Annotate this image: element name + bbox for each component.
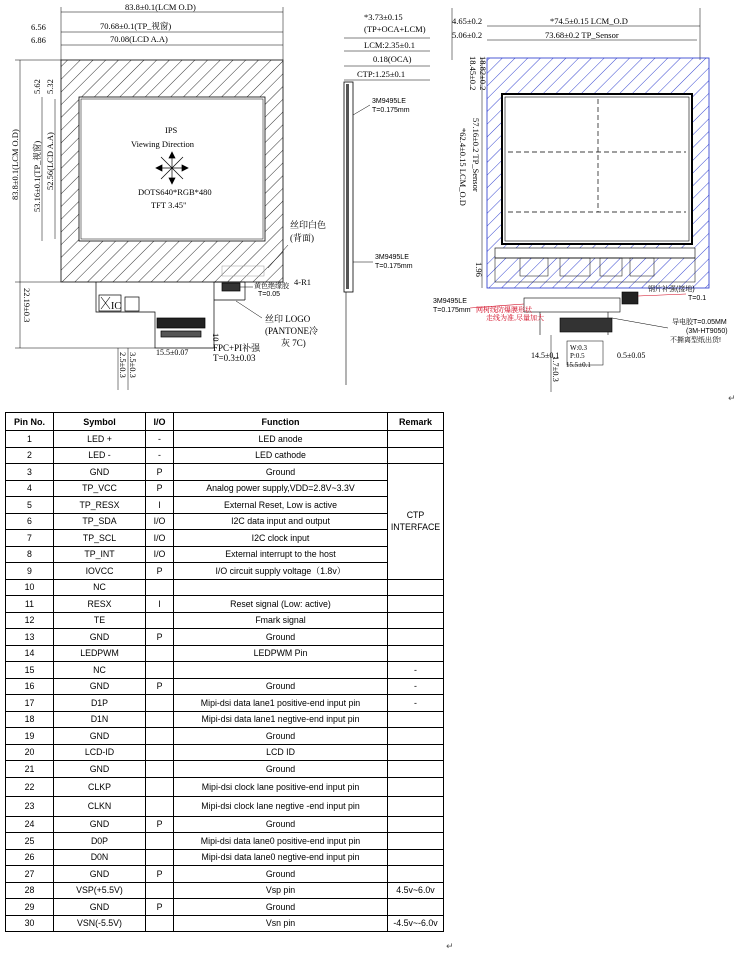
- dots-label: DOTS640*RGB*480: [138, 187, 212, 197]
- cell-pin: 26: [6, 849, 54, 866]
- t01-label: T=0.1: [688, 295, 707, 302]
- tp-fpc-tail: [524, 292, 638, 335]
- cell-remark: [388, 761, 444, 778]
- dim-25: 2.5±0.3: [118, 352, 128, 378]
- cell-symbol: NC: [54, 662, 146, 679]
- dim-506: 5.06±0.2: [452, 30, 483, 40]
- table-row: [6, 777, 444, 797]
- table-row: [6, 882, 444, 899]
- dim-656: 6.56: [31, 22, 46, 32]
- table-row: [6, 612, 444, 629]
- table-row: [6, 899, 444, 916]
- cell-remark: [388, 849, 444, 866]
- cell-pin: 4: [6, 480, 54, 497]
- table-row: [6, 563, 444, 580]
- table-row: [6, 513, 444, 530]
- cell-io: I: [146, 497, 174, 514]
- cell-remark: [388, 711, 444, 728]
- table-row: [6, 546, 444, 563]
- table-row: [6, 744, 444, 761]
- cell-pin: 3: [6, 464, 54, 481]
- pin-table-body: [6, 431, 444, 932]
- table-row: [6, 915, 444, 932]
- cell-function: I/O circuit supply voltage（1.8v）: [174, 563, 388, 580]
- cell-function: LED cathode: [174, 447, 388, 464]
- table-row: [6, 480, 444, 497]
- dim-35: 3.5±0.3: [128, 352, 138, 378]
- dim-tail-length: 22.19±0.3: [22, 288, 32, 323]
- cell-pin: 16: [6, 678, 54, 695]
- cell-symbol: GND: [54, 816, 146, 833]
- table-row: [6, 497, 444, 514]
- dim-532: 5.32: [45, 79, 55, 94]
- dim-10: 10: [211, 333, 221, 342]
- cell-symbol: LED +: [54, 431, 146, 448]
- cell-function: [174, 579, 388, 596]
- table-row: [6, 849, 444, 866]
- cell-remark: [388, 816, 444, 833]
- dim-lcd-aa-width: 70.08(LCD A.A): [110, 34, 168, 44]
- header-pin: Pin No.: [6, 413, 54, 431]
- table-row: [6, 797, 444, 817]
- gray7c-label: 灰 7C): [281, 338, 306, 348]
- cell-ctp-interface: CTP INTERFACE: [388, 464, 444, 580]
- cell-pin: 23: [6, 797, 54, 817]
- cell-symbol: RESX: [54, 596, 146, 613]
- table-row: [6, 711, 444, 728]
- table-row: [6, 431, 444, 448]
- cell-pin: 24: [6, 816, 54, 833]
- cell-function: Mipi-dsi data lane1 positive-end input pin: [174, 695, 388, 712]
- cell-pin: 14: [6, 645, 54, 662]
- cell-io: P: [146, 480, 174, 497]
- cell-function: LCD ID: [174, 744, 388, 761]
- cell-function: External Reset, Low is active: [174, 497, 388, 514]
- cell-function: Mipi-dsi clock lane positive-end input pin: [174, 777, 388, 797]
- lcm-od-height: *62.4±0.15 LCM_O.D: [458, 128, 468, 206]
- cell-remark: -: [388, 695, 444, 712]
- cell-symbol: GND: [54, 629, 146, 646]
- cell-io: I: [146, 596, 174, 613]
- table-row: [6, 447, 444, 464]
- header-symbol: Symbol: [54, 413, 146, 431]
- dim-17: 1.7±0.3: [551, 356, 561, 382]
- side-tape2-t: T=0.175mm: [375, 263, 413, 270]
- cell-function: Ground: [174, 866, 388, 883]
- cell-symbol: LEDPWM: [54, 645, 146, 662]
- dim-lcm-height: 83.8±0.1(LCM O.D): [10, 129, 20, 200]
- header-function: Function: [174, 413, 388, 431]
- table-row: [6, 728, 444, 745]
- viewing-direction: Viewing Direction: [131, 139, 194, 149]
- cell-pin: 18: [6, 711, 54, 728]
- cell-function: Analog power supply,VDD=2.8V~3.3V: [174, 480, 388, 497]
- cell-pin: 22: [6, 777, 54, 797]
- table-row: [6, 579, 444, 596]
- cell-io: [146, 744, 174, 761]
- cell-symbol: VSN(-5.5V): [54, 915, 146, 932]
- cell-remark: [388, 579, 444, 596]
- cell-symbol: D0N: [54, 849, 146, 866]
- tp-sensor-width: 73.68±0.2 TP_Sensor: [545, 30, 619, 40]
- cell-io: [146, 882, 174, 899]
- tp-oca-lcm: (TP+OCA+LCM): [364, 24, 426, 34]
- dim-686: 6.86: [31, 35, 46, 45]
- cell-function: [174, 662, 388, 679]
- silk-logo-label: 丝印 LOGO: [265, 314, 311, 324]
- total-thickness: *3.73±0.15: [364, 12, 403, 22]
- cell-function: Ground: [174, 464, 388, 481]
- table-row: [6, 596, 444, 613]
- tft-label: TFT 3.45": [151, 200, 187, 210]
- cell-remark: [388, 728, 444, 745]
- cell-remark: [388, 447, 444, 464]
- paragraph-mark-icon: ↵: [728, 394, 736, 404]
- paragraph-mark-icon: ↵: [446, 942, 454, 952]
- tp-tape3-t: T=0.175mm: [433, 307, 471, 314]
- cell-symbol: TP_SCL: [54, 530, 146, 547]
- front-view: [10, 2, 326, 390]
- cell-pin: 20: [6, 744, 54, 761]
- dim-p05: P:0.5: [570, 352, 585, 360]
- cell-pin: 19: [6, 728, 54, 745]
- cell-pin: 17: [6, 695, 54, 712]
- cell-io: I/O: [146, 513, 174, 530]
- fpc-stiff-label: FPC+PI补强: [213, 343, 261, 353]
- cell-function: Vsp pin: [174, 882, 388, 899]
- cell-io: [146, 645, 174, 662]
- cell-function: Ground: [174, 678, 388, 695]
- dim-155: 15.5±0.07: [156, 348, 189, 357]
- cell-function: External interrupt to the host: [174, 546, 388, 563]
- cell-pin: 7: [6, 530, 54, 547]
- cell-function: Vsn pin: [174, 915, 388, 932]
- fpc-tail: [96, 282, 245, 348]
- cell-function: Ground: [174, 629, 388, 646]
- cell-pin: 6: [6, 513, 54, 530]
- cell-remark: -: [388, 678, 444, 695]
- cell-symbol: TP_RESX: [54, 497, 146, 514]
- cell-io: -: [146, 431, 174, 448]
- cell-symbol: GND: [54, 899, 146, 916]
- cell-symbol: GND: [54, 761, 146, 778]
- cell-pin: 2: [6, 447, 54, 464]
- cell-io: [146, 797, 174, 817]
- t005-label: T=0.05: [258, 291, 280, 298]
- cell-function: Ground: [174, 899, 388, 916]
- note-red2: 走线为准,尽量加大: [486, 315, 544, 322]
- cell-symbol: TP_SDA: [54, 513, 146, 530]
- cell-io: [146, 579, 174, 596]
- pantone-label: (PANTONE冷: [265, 326, 319, 336]
- table-row: [6, 662, 444, 679]
- cell-remark: [388, 777, 444, 797]
- no-release-label: 不撕离型纸出货!: [670, 337, 721, 344]
- cell-function: LEDPWM Pin: [174, 645, 388, 662]
- cell-pin: 21: [6, 761, 54, 778]
- r41-label: 4-R1: [294, 277, 311, 287]
- cell-io: [146, 761, 174, 778]
- cell-symbol: CLKP: [54, 777, 146, 797]
- cell-remark: [388, 833, 444, 850]
- cell-remark: [388, 744, 444, 761]
- dim-tp-view-height: 53.16±0.1(TP_视窗): [32, 140, 42, 212]
- table-row: [6, 645, 444, 662]
- cell-pin: 27: [6, 866, 54, 883]
- ips-label: IPS: [165, 125, 178, 135]
- dim-196: 1.96: [474, 262, 484, 277]
- dim-w03: W:0.3: [570, 344, 588, 352]
- cell-io: [146, 915, 174, 932]
- cell-function: I2C data input and output: [174, 513, 388, 530]
- cell-pin: 30: [6, 915, 54, 932]
- side-tape2: 3M9495LE: [375, 254, 409, 261]
- table-row: [6, 866, 444, 883]
- cell-pin: 15: [6, 662, 54, 679]
- table-row: [6, 464, 444, 481]
- cell-io: I/O: [146, 546, 174, 563]
- lcm-thickness: LCM:2.35±0.1: [364, 40, 415, 50]
- cell-pin: 25: [6, 833, 54, 850]
- cell-symbol: D1P: [54, 695, 146, 712]
- cell-function: Mipi-dsi data lane1 negtive-end input pin: [174, 711, 388, 728]
- cell-io: [146, 777, 174, 797]
- cell-function: Mipi-dsi data lane0 positive-end input pin: [174, 833, 388, 850]
- cell-io: P: [146, 678, 174, 695]
- cell-function: Mipi-dsi clock lane negtive -end input pin: [174, 797, 388, 817]
- tp-view: [433, 8, 728, 392]
- cell-remark: [388, 612, 444, 629]
- cell-pin: 28: [6, 882, 54, 899]
- dim-145: 14.5±0.1: [531, 351, 560, 360]
- lcm-od-width: *74.5±0.15 LCM_O.D: [550, 16, 628, 26]
- pin-table: [5, 412, 444, 932]
- header-io: I/O: [146, 413, 174, 431]
- ic-cross-icon: [101, 297, 110, 309]
- cond-tape-label: 导电胶T=0.05MM: [672, 319, 727, 326]
- cell-io: P: [146, 816, 174, 833]
- dim-1882: 18.82±0.2: [478, 56, 488, 91]
- cell-symbol: IOVCC: [54, 563, 146, 580]
- cell-symbol: VSP(+5.5V): [54, 882, 146, 899]
- mechanical-drawing: [0, 0, 736, 400]
- cell-io: P: [146, 629, 174, 646]
- table-row: [6, 695, 444, 712]
- cell-io: I/O: [146, 530, 174, 547]
- cell-remark: [388, 431, 444, 448]
- cell-io: [146, 612, 174, 629]
- t03-label: T=0.3±0.03: [213, 353, 256, 363]
- cell-remark: [388, 899, 444, 916]
- cell-io: [146, 833, 174, 850]
- cond-tape2-label: (3M-HT9050): [686, 328, 728, 335]
- cell-remark: [388, 866, 444, 883]
- cell-function: Reset signal (Low: active): [174, 596, 388, 613]
- steel-stiff-label: 钢片补强(接地): [648, 286, 695, 293]
- cell-pin: 10: [6, 579, 54, 596]
- cell-function: Fmark signal: [174, 612, 388, 629]
- cell-io: [146, 728, 174, 745]
- cell-io: [146, 849, 174, 866]
- cell-pin: 8: [6, 546, 54, 563]
- table-header-row: [6, 413, 444, 431]
- oca-thickness: 0.18(OCA): [373, 54, 412, 64]
- cell-symbol: LCD-ID: [54, 744, 146, 761]
- yellow-tape-label: 黄色绝缘胶: [254, 283, 289, 290]
- header-remark: Remark: [388, 413, 444, 431]
- cell-symbol: CLKN: [54, 797, 146, 817]
- table-row: [6, 761, 444, 778]
- side-tape1-t: T=0.175mm: [372, 107, 410, 114]
- cell-pin: 29: [6, 899, 54, 916]
- cell-io: [146, 662, 174, 679]
- ctp-thickness: CTP:1.25±0.1: [357, 69, 406, 79]
- cell-remark: [388, 645, 444, 662]
- cell-pin: 1: [6, 431, 54, 448]
- cell-symbol: GND: [54, 728, 146, 745]
- cell-function: LED anode: [174, 431, 388, 448]
- dim-155b: 15.5±0.1: [566, 361, 591, 369]
- table-row: [6, 629, 444, 646]
- cell-function: Ground: [174, 816, 388, 833]
- cell-remark: -: [388, 662, 444, 679]
- cell-remark: [388, 596, 444, 613]
- dim-lcm-width: 83.8±0.1(LCM O.D): [125, 2, 196, 12]
- cell-remark: -4.5v~-6.0v: [388, 915, 444, 932]
- cell-remark: [388, 797, 444, 817]
- dim-1845: 18.45±0.2: [468, 56, 478, 91]
- cell-symbol: TP_VCC: [54, 480, 146, 497]
- cell-symbol: GND: [54, 866, 146, 883]
- cell-symbol: D1N: [54, 711, 146, 728]
- cell-pin: 13: [6, 629, 54, 646]
- table-row: [6, 530, 444, 547]
- cell-io: P: [146, 866, 174, 883]
- cell-symbol: D0P: [54, 833, 146, 850]
- cell-function: Ground: [174, 761, 388, 778]
- cell-pin: 12: [6, 612, 54, 629]
- cell-io: P: [146, 464, 174, 481]
- back-side-label: (背面): [290, 233, 314, 243]
- cell-function: I2C clock input: [174, 530, 388, 547]
- cell-symbol: TP_INT: [54, 546, 146, 563]
- cell-io: [146, 711, 174, 728]
- tp-sensor-height: 57.16±0.2 TP_Sensor: [471, 118, 481, 192]
- table-row: [6, 816, 444, 833]
- cell-symbol: GND: [54, 464, 146, 481]
- cell-io: [146, 695, 174, 712]
- side-view: [344, 12, 430, 385]
- dim-465: 4.65±0.2: [452, 16, 483, 26]
- cell-function: Ground: [174, 728, 388, 745]
- dim-lcd-aa-height: 52.56(LCD A.A): [45, 132, 55, 190]
- cell-symbol: GND: [54, 678, 146, 695]
- cell-remark: 4.5v~6.0v: [388, 882, 444, 899]
- table-row: [6, 833, 444, 850]
- cell-pin: 9: [6, 563, 54, 580]
- cell-symbol: LED -: [54, 447, 146, 464]
- cell-io: P: [146, 899, 174, 916]
- tp-tape3: 3M9495LE: [433, 298, 467, 305]
- dim-562: 5.62: [32, 79, 42, 94]
- cell-remark: [388, 629, 444, 646]
- cell-io: -: [146, 447, 174, 464]
- silk-white-label: 丝印白色: [290, 220, 327, 230]
- cell-function: Mipi-dsi data lane0 negtive-end input pin: [174, 849, 388, 866]
- cell-pin: 11: [6, 596, 54, 613]
- ic-label: IC: [111, 301, 121, 312]
- cell-pin: 5: [6, 497, 54, 514]
- side-tape1: 3M9495LE: [372, 98, 406, 105]
- table-row: [6, 678, 444, 695]
- cell-io: P: [146, 563, 174, 580]
- cell-symbol: TE: [54, 612, 146, 629]
- cell-symbol: NC: [54, 579, 146, 596]
- dim-05: 0.5±0.05: [617, 351, 646, 360]
- note-red: 网树线防爆膜形状: [476, 307, 532, 314]
- dim-tp-view-width: 70.68±0.1(TP_视窗): [100, 21, 172, 31]
